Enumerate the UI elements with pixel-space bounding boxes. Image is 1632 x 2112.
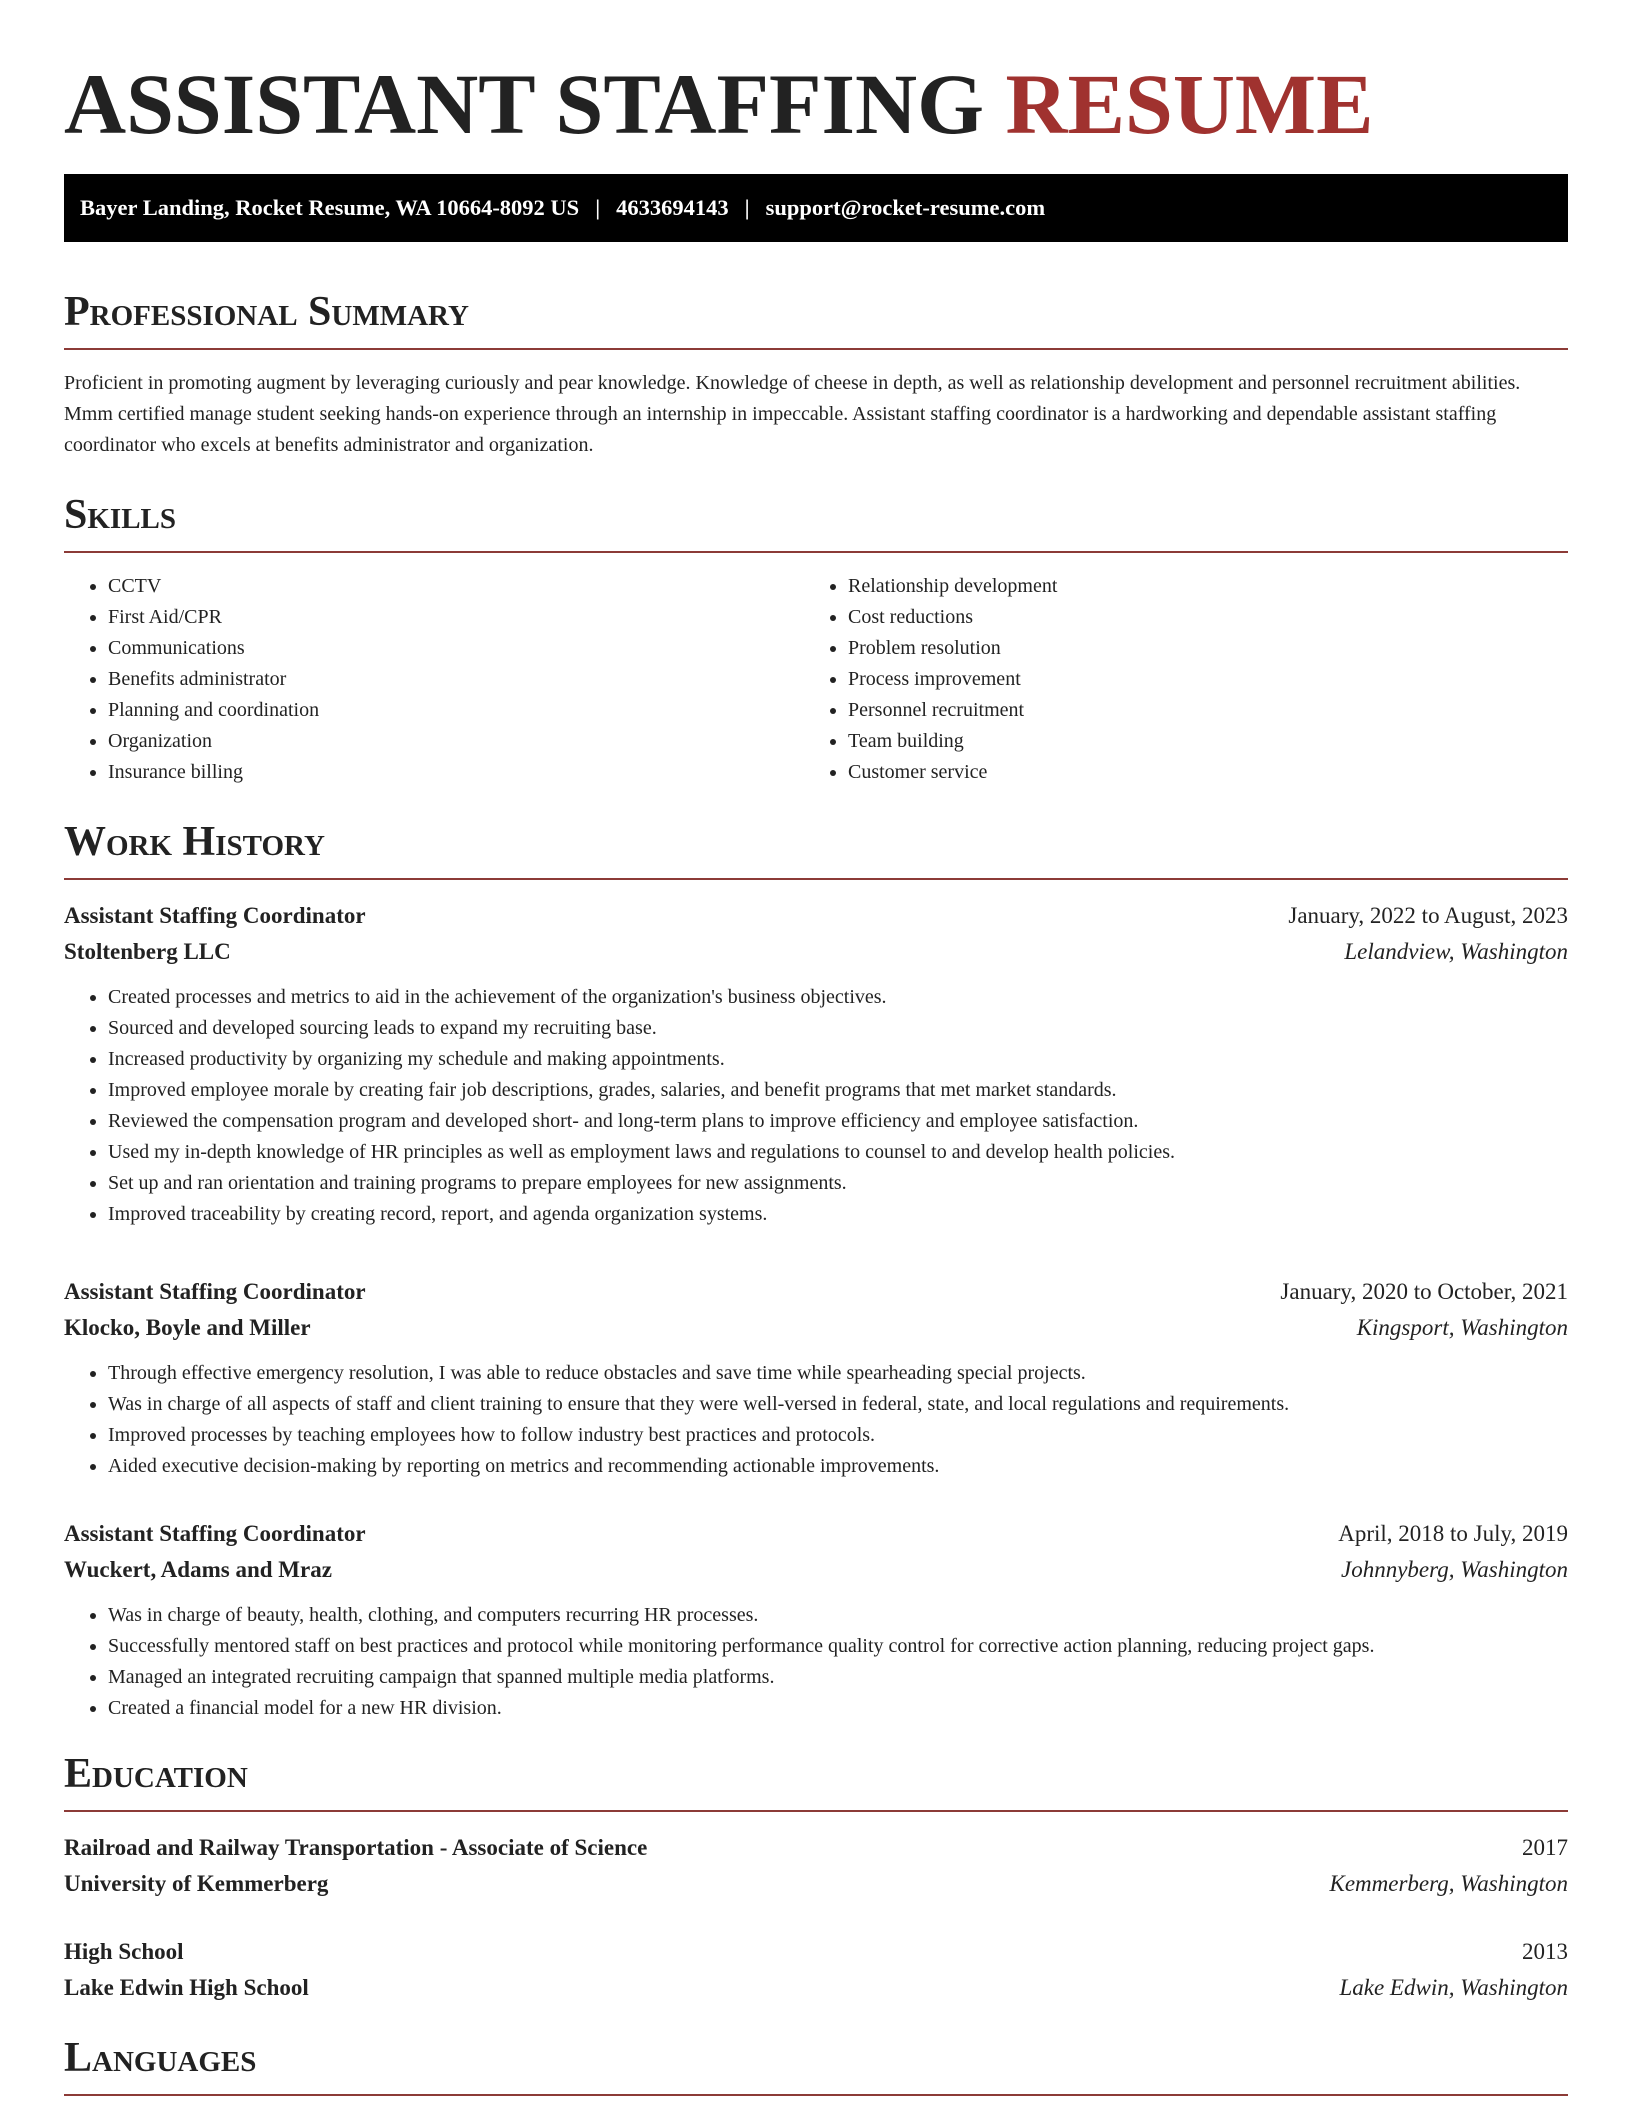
- job-dates: January, 2022 to August, 2023: [1288, 903, 1568, 928]
- job-entry: [64, 1274, 1568, 1482]
- education-degree: Railroad and Railway Transportation - Associate of Science: [64, 1835, 648, 1860]
- contact-bar: [64, 174, 1568, 242]
- skills-section: [64, 491, 1568, 788]
- job-bullet: • Set up and ran orientation and training programs to prepare employees for new assignments.: [108, 1168, 1568, 1199]
- education-school: Lake Edwin High School: [64, 1975, 309, 2000]
- education-year: 2017: [1522, 1835, 1568, 1860]
- job-company-row: [64, 1310, 1568, 1346]
- contact-address: Bayer Landing, Rocket Resume, WA 10664-8092 US: [80, 195, 580, 220]
- summary-section: [64, 288, 1568, 461]
- job-bullet: • Used my in-depth knowledge of HR principles as well as employment laws and regulations to counsel to and develop health policies.: [108, 1137, 1568, 1168]
- job-company-row: [64, 934, 1568, 970]
- job-title: Assistant Staffing Coordinator: [64, 903, 366, 928]
- education-location: Lake Edwin, Washington: [1339, 1975, 1568, 2000]
- job-bullet: • Improved traceability by creating record, report, and agenda organization systems.: [108, 1199, 1568, 1230]
- job-company: Klocko, Boyle and Miller: [64, 1315, 311, 1340]
- education-year: 2013: [1522, 1939, 1568, 1964]
- section-divider: [64, 2094, 1568, 2096]
- job-bullet: • Improved processes by teaching employees how to follow industry best practices and protocols.: [108, 1420, 1568, 1451]
- job-company: Stoltenberg LLC: [64, 939, 231, 964]
- skill-item: • Relationship development: [848, 571, 1544, 602]
- work-history-heading: Work History: [64, 819, 325, 865]
- contact-separator: |: [744, 195, 750, 220]
- skills-column-left: [64, 571, 804, 788]
- summary-text: Proficient in promoting augment by leveraging curiously and pear knowledge. Knowledge of cheese in depth, as well as relationship development and personnel recruitment abilities. Mmm certified manage student seeking hands-on experience through an internship in impeccable. Assistant staffing coordinator is a hardworking and dependable assistant staffing coordinator who excels at benefits administrator and organization.: [64, 372, 1521, 456]
- job-bullet: • Was in charge of beauty, health, clothing, and computers recurring HR processes.: [108, 1600, 1568, 1631]
- languages-section: [64, 2034, 1568, 2096]
- skills-list-left: [64, 571, 804, 788]
- education-degree: High School: [64, 1939, 184, 1964]
- skill-item: • Customer service: [848, 757, 1544, 788]
- job-header: [64, 1274, 1568, 1310]
- job-bullets: [64, 1600, 1568, 1724]
- contact-email: support@rocket-resume.com: [765, 195, 1046, 220]
- job-bullet: • Through effective emergency resolution, I was able to reduce obstacles and save time while spearheading special projects.: [108, 1358, 1568, 1389]
- job-bullet: • Created a financial model for a new HR division.: [108, 1693, 1568, 1724]
- job-company-row: [64, 1552, 1568, 1588]
- contact-phone: 4633694143: [616, 195, 729, 220]
- skill-item: • Communications: [108, 633, 804, 664]
- job-bullet: • Increased productivity by organizing my schedule and making appointments.: [108, 1044, 1568, 1075]
- resume-title-main: ASSISTANT STAFFING: [64, 56, 1006, 152]
- education-location: Kemmerberg, Washington: [1329, 1871, 1568, 1896]
- job-dates: January, 2020 to October, 2021: [1280, 1279, 1568, 1304]
- job-bullet: • Reviewed the compensation program and developed short- and long-term plans to improve efficiency and employee satisfaction.: [108, 1106, 1568, 1137]
- skill-item: • First Aid/CPR: [108, 602, 804, 633]
- skill-item: • Benefits administrator: [108, 664, 804, 695]
- job-header: [64, 898, 1568, 934]
- section-divider: [64, 878, 1568, 880]
- job-bullet: • Successfully mentored staff on best practices and protocol while monitoring performance quality control for corrective action planning, reducing project gaps.: [108, 1631, 1568, 1662]
- skill-item: • Team building: [848, 726, 1544, 757]
- summary-heading: Professional Summary: [64, 289, 469, 335]
- resume-title: [64, 0, 1568, 150]
- education-heading: Education: [64, 1751, 248, 1797]
- skills-list-right: [804, 571, 1544, 788]
- job-entry: [64, 898, 1568, 1230]
- skill-item: • Process improvement: [848, 664, 1544, 695]
- job-title: Assistant Staffing Coordinator: [64, 1279, 366, 1304]
- job-dates: April, 2018 to July, 2019: [1338, 1521, 1568, 1546]
- job-location: Johnnyberg, Washington: [1340, 1557, 1568, 1582]
- education-entry: [64, 1934, 1568, 2006]
- education-school: University of Kemmerberg: [64, 1871, 329, 1896]
- skills-columns: [64, 571, 1568, 788]
- job-entry: [64, 1516, 1568, 1724]
- job-bullet: • Was in charge of all aspects of staff and client training to ensure that they were well-versed in federal, state, and local regulations and requirements.: [108, 1389, 1568, 1420]
- job-title: Assistant Staffing Coordinator: [64, 1521, 366, 1546]
- job-bullet: • Aided executive decision-making by reporting on metrics and recommending actionable improvements.: [108, 1451, 1568, 1482]
- education-header: [64, 1934, 1568, 1970]
- education-school-row: [64, 1866, 1568, 1902]
- contact-separator: |: [595, 195, 601, 220]
- languages-heading: Languages: [64, 2035, 257, 2081]
- skills-heading: Skills: [64, 492, 177, 538]
- job-location: Lelandview, Washington: [1344, 939, 1568, 964]
- skills-column-right: [804, 571, 1544, 788]
- section-divider: [64, 348, 1568, 350]
- job-bullet: • Improved employee morale by creating fair job descriptions, grades, salaries, and benefit programs that met market standards.: [108, 1075, 1568, 1106]
- job-header: [64, 1516, 1568, 1552]
- skill-item: • CCTV: [108, 571, 804, 602]
- job-bullet: • Created processes and metrics to aid in the achievement of the organization's business objectives.: [108, 982, 1568, 1013]
- education-entry: [64, 1830, 1568, 1902]
- section-divider: [64, 551, 1568, 553]
- section-divider: [64, 1810, 1568, 1812]
- job-bullet: • Sourced and developed sourcing leads to expand my recruiting base.: [108, 1013, 1568, 1044]
- resume-title-accent: RESUME: [1005, 56, 1374, 152]
- education-school-row: [64, 1970, 1568, 2006]
- skill-item: • Planning and coordination: [108, 695, 804, 726]
- job-bullets: [64, 982, 1568, 1230]
- work-history-section: [64, 818, 1568, 1724]
- skill-item: • Problem resolution: [848, 633, 1544, 664]
- skill-item: • Organization: [108, 726, 804, 757]
- job-bullets: [64, 1358, 1568, 1482]
- skill-item: • Personnel recruitment: [848, 695, 1544, 726]
- job-location: Kingsport, Washington: [1356, 1315, 1568, 1340]
- job-bullet: • Managed an integrated recruiting campaign that spanned multiple media platforms.: [108, 1662, 1568, 1693]
- education-section: [64, 1750, 1568, 2006]
- education-header: [64, 1830, 1568, 1866]
- skill-item: • Insurance billing: [108, 757, 804, 788]
- skill-item: • Cost reductions: [848, 602, 1544, 633]
- job-company: Wuckert, Adams and Mraz: [64, 1557, 332, 1582]
